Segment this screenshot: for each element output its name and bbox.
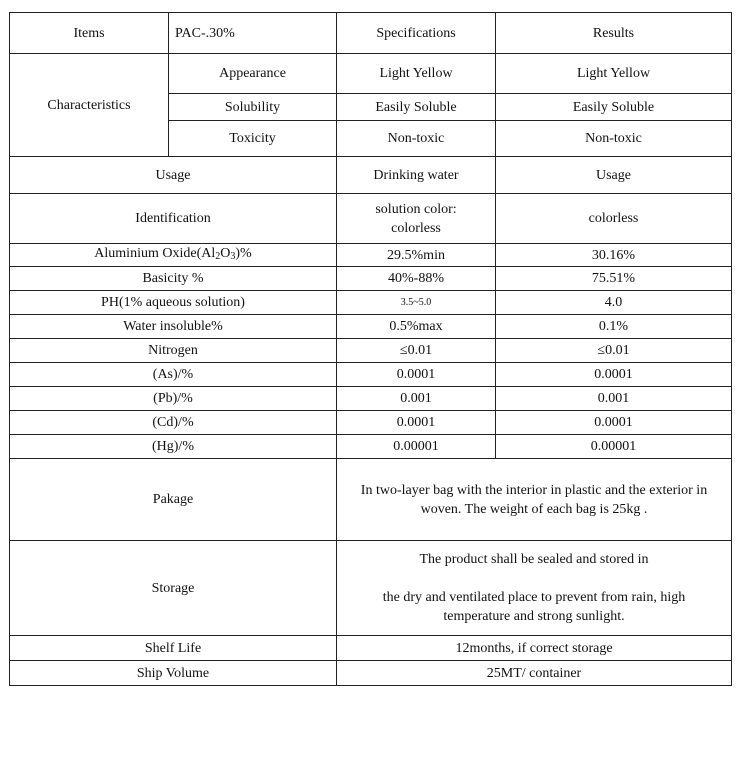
ship-volume-value: 25MT/ container <box>337 661 732 686</box>
ph-label: PH(1% aqueous solution) <box>10 291 337 315</box>
cd-label: (Cd)/% <box>10 411 337 435</box>
appearance-label: Appearance <box>169 54 337 94</box>
identification-spec-line1: solution color: <box>375 201 457 217</box>
aluminium-label <box>10 244 337 267</box>
characteristics-label: Characteristics <box>10 54 169 157</box>
table-row <box>10 661 732 686</box>
basicity-spec: 40%-88% <box>337 267 496 291</box>
table-row <box>10 541 732 636</box>
specification-table <box>9 12 732 686</box>
pb-spec: 0.001 <box>337 387 496 411</box>
water-insoluble-spec: 0.5%max <box>337 315 496 339</box>
table-row <box>10 636 732 661</box>
storage-label: Storage <box>10 541 337 636</box>
solubility-result: Easily Soluble <box>496 94 732 121</box>
package-label: Pakage <box>10 459 337 541</box>
storage-line2: the dry and ventilated place to prevent from rain, high temperature and strong sunlight. <box>382 590 686 624</box>
toxicity-result: Non-toxic <box>496 121 732 157</box>
spec-sheet <box>9 12 731 686</box>
aluminium-result: 30.16% <box>496 244 732 267</box>
table-row <box>10 411 732 435</box>
table-row <box>10 363 732 387</box>
nitrogen-result: ≤0.01 <box>496 339 732 363</box>
header-results: Results <box>496 13 732 54</box>
aluminium-label-prefix: Aluminium Oxide(Al <box>94 246 216 261</box>
ship-volume-label: Ship Volume <box>10 661 337 686</box>
basicity-result: 75.51% <box>496 267 732 291</box>
usage-result: Usage <box>496 157 732 194</box>
table-row <box>10 244 732 267</box>
aluminium-spec: 29.5%min <box>337 244 496 267</box>
cd-result: 0.0001 <box>496 411 732 435</box>
water-insoluble-result: 0.1% <box>496 315 732 339</box>
hg-result: 0.00001 <box>496 435 732 459</box>
storage-text <box>337 541 732 636</box>
water-insoluble-label: Water insoluble% <box>10 315 337 339</box>
table-row <box>10 291 732 315</box>
header-product: PAC-.30% <box>169 13 337 54</box>
hg-spec: 0.00001 <box>337 435 496 459</box>
table-row <box>10 194 732 244</box>
header-specifications: Specifications <box>337 13 496 54</box>
pb-label: (Pb)/% <box>10 387 337 411</box>
storage-line1: The product shall be sealed and stored in <box>419 552 649 567</box>
identification-spec <box>337 194 496 244</box>
shelf-life-label: Shelf Life <box>10 636 337 661</box>
aluminium-label-suffix: )% <box>235 246 252 261</box>
header-items: Items <box>10 13 169 54</box>
table-row <box>10 54 732 94</box>
table-row <box>10 435 732 459</box>
basicity-label: Basicity % <box>10 267 337 291</box>
identification-spec-line2: colorless <box>391 220 441 236</box>
as-result: 0.0001 <box>496 363 732 387</box>
ph-spec: 3.5~5.0 <box>337 291 496 315</box>
table-row <box>10 387 732 411</box>
usage-label: Usage <box>10 157 337 194</box>
aluminium-label-mid: O <box>220 246 231 261</box>
table-row <box>10 157 732 194</box>
table-row <box>10 267 732 291</box>
shelf-life-value: 12months, if correct storage <box>337 636 732 661</box>
appearance-result: Light Yellow <box>496 54 732 94</box>
table-row <box>10 315 732 339</box>
cd-spec: 0.0001 <box>337 411 496 435</box>
as-label: (As)/% <box>10 363 337 387</box>
hg-label: (Hg)/% <box>10 435 337 459</box>
identification-result: colorless <box>496 194 732 244</box>
solubility-label: Solubility <box>169 94 337 121</box>
table-row <box>10 459 732 541</box>
nitrogen-spec: ≤0.01 <box>337 339 496 363</box>
aluminium-label-sub1: 2 <box>215 251 221 262</box>
toxicity-label: Toxicity <box>169 121 337 157</box>
as-spec: 0.0001 <box>337 363 496 387</box>
header-row <box>10 13 732 54</box>
ph-result: 4.0 <box>496 291 732 315</box>
solubility-spec: Easily Soluble <box>337 94 496 121</box>
pb-result: 0.001 <box>496 387 732 411</box>
aluminium-label-sub2: 3 <box>230 251 236 262</box>
nitrogen-label: Nitrogen <box>10 339 337 363</box>
appearance-spec: Light Yellow <box>337 54 496 94</box>
table-row <box>10 339 732 363</box>
package-text: In two-layer bag with the interior in plastic and the exterior in woven. The weight of each bag is 25kg . <box>337 459 732 541</box>
toxicity-spec: Non-toxic <box>337 121 496 157</box>
identification-label: Identification <box>10 194 337 244</box>
usage-spec: Drinking water <box>337 157 496 194</box>
